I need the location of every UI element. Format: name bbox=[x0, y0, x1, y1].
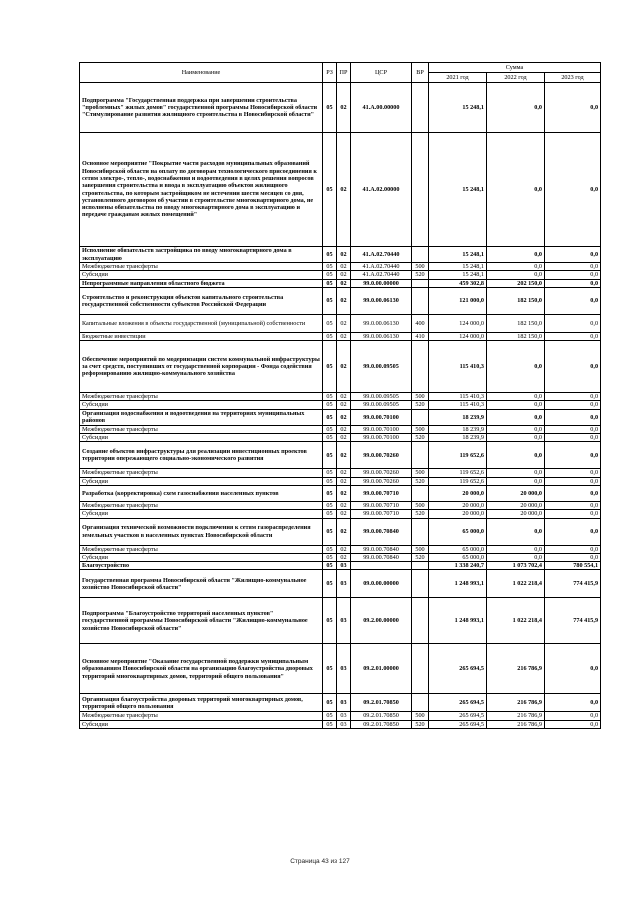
row-sum-2021: 65 000,0 bbox=[429, 518, 487, 545]
row-vr bbox=[412, 279, 429, 287]
row-name: Основное мероприятие "Покрытие части расходов муниципальных образований Новосибирской области на оплату по договорам технологического присоединения к сетям электро-, тепло-, водоснабжения и водоотведения в целях решения вопросов завершения строительства и ввода в эксплуатацию объектов жилищного строительства, по которым застройщиком не истечении шести месяцев со дня, установленного договором об участии в строительстве многоквартирного дома, не исполнены обязательства по вводу многоквартирного дома в эксплуатацию и передаче гражданам жилых помещений" bbox=[80, 133, 323, 247]
table-row bbox=[80, 644, 601, 694]
table-row bbox=[80, 263, 601, 271]
row-csr: 99.0.00.70840 bbox=[351, 553, 412, 561]
row-sum-2021: 119 652,6 bbox=[429, 477, 487, 485]
row-sum-2021: 115 410,3 bbox=[429, 401, 487, 409]
row-sum-2023: 0,0 bbox=[545, 314, 601, 332]
table-row bbox=[80, 694, 601, 712]
row-sum-2023: 0,0 bbox=[545, 442, 601, 469]
col-header-rz: РЗ bbox=[323, 63, 337, 83]
row-sum-2023: 0,0 bbox=[545, 247, 601, 263]
row-pr: 03 bbox=[337, 598, 351, 644]
table-row bbox=[80, 332, 601, 340]
row-sum-2023: 0,0 bbox=[545, 510, 601, 518]
page-number: Страница 43 из 127 bbox=[290, 858, 350, 865]
row-pr: 02 bbox=[337, 442, 351, 469]
row-rz: 05 bbox=[323, 570, 337, 598]
row-vr bbox=[412, 562, 429, 570]
row-sum-2023: 0,0 bbox=[545, 83, 601, 133]
row-csr: 99.0.00.06130 bbox=[351, 287, 412, 314]
row-sum-2022: 1 073 702,4 bbox=[487, 562, 545, 570]
row-sum-2021: 115 410,3 bbox=[429, 341, 487, 393]
row-name: Межбюджетные трансферты bbox=[80, 393, 323, 401]
row-csr: 09.2.01.70850 bbox=[351, 694, 412, 712]
row-pr: 03 bbox=[337, 562, 351, 570]
row-csr: 99.0.00.70710 bbox=[351, 510, 412, 518]
row-sum-2022: 0,0 bbox=[487, 83, 545, 133]
row-csr: 99.0.00.09505 bbox=[351, 401, 412, 409]
row-pr: 02 bbox=[337, 510, 351, 518]
row-vr: 500 bbox=[412, 263, 429, 271]
row-name: Обеспечение мероприятий по модернизации систем коммунальной инфраструктуры за счет средств, поступивших от государственной корпорации - Фонда содействия реформированию жилищно-коммунального хозяйства bbox=[80, 341, 323, 393]
row-vr: 400 bbox=[412, 314, 429, 332]
row-csr: 99.0.00.70710 bbox=[351, 501, 412, 509]
row-name: Межбюджетные трансферты bbox=[80, 263, 323, 271]
row-pr: 02 bbox=[337, 553, 351, 561]
row-sum-2022: 0,0 bbox=[487, 425, 545, 433]
row-name: Субсидии bbox=[80, 271, 323, 279]
row-vr: 520 bbox=[412, 434, 429, 442]
row-sum-2023: 0,0 bbox=[545, 477, 601, 485]
row-rz: 05 bbox=[323, 332, 337, 340]
table-row bbox=[80, 570, 601, 598]
row-sum-2022: 1 022 218,4 bbox=[487, 570, 545, 598]
row-sum-2023: 0,0 bbox=[545, 271, 601, 279]
row-sum-2021: 65 000,0 bbox=[429, 545, 487, 553]
row-csr: 99.0.00.70710 bbox=[351, 485, 412, 501]
row-name: Организация благоустройства дворовых территорий многоквартирных домов, территорий общего пользования bbox=[80, 694, 323, 712]
table-row bbox=[80, 425, 601, 433]
col-header-name: Наименование bbox=[80, 63, 323, 83]
row-sum-2022: 0,0 bbox=[487, 133, 545, 247]
row-sum-2022: 0,0 bbox=[487, 518, 545, 545]
table-row bbox=[80, 562, 601, 570]
row-csr: 99.0.00.70260 bbox=[351, 477, 412, 485]
table-row bbox=[80, 510, 601, 518]
row-rz: 05 bbox=[323, 442, 337, 469]
row-sum-2021: 18 239,9 bbox=[429, 425, 487, 433]
row-csr: 99.0.00.70100 bbox=[351, 425, 412, 433]
row-name: Субсидии bbox=[80, 434, 323, 442]
row-pr: 02 bbox=[337, 314, 351, 332]
row-name: Межбюджетные трансферты bbox=[80, 545, 323, 553]
row-sum-2022: 182 150,0 bbox=[487, 332, 545, 340]
row-pr: 02 bbox=[337, 477, 351, 485]
row-csr: 99.0.00.00000 bbox=[351, 279, 412, 287]
row-pr: 02 bbox=[337, 271, 351, 279]
row-rz: 05 bbox=[323, 393, 337, 401]
row-pr: 02 bbox=[337, 263, 351, 271]
row-name: Разработка (корректировка) схем газоснабжения населенных пунктов bbox=[80, 485, 323, 501]
row-sum-2021: 121 000,0 bbox=[429, 287, 487, 314]
row-sum-2021: 20 000,0 bbox=[429, 485, 487, 501]
row-rz: 05 bbox=[323, 83, 337, 133]
row-sum-2022: 0,0 bbox=[487, 469, 545, 477]
row-name: Капитальные вложения в объекты государственной (муниципальной) собственности bbox=[80, 314, 323, 332]
row-vr bbox=[412, 287, 429, 314]
row-rz: 05 bbox=[323, 133, 337, 247]
row-sum-2021: 20 000,0 bbox=[429, 501, 487, 509]
table-body bbox=[80, 83, 601, 729]
row-sum-2022: 182 150,0 bbox=[487, 314, 545, 332]
row-pr: 02 bbox=[337, 341, 351, 393]
row-csr: 99.0.00.70100 bbox=[351, 434, 412, 442]
row-rz: 05 bbox=[323, 694, 337, 712]
row-pr: 02 bbox=[337, 83, 351, 133]
row-sum-2023: 0,0 bbox=[545, 393, 601, 401]
row-name: Межбюджетные трансферты bbox=[80, 501, 323, 509]
row-sum-2021: 18 239,9 bbox=[429, 434, 487, 442]
row-vr: 500 bbox=[412, 425, 429, 433]
row-pr: 02 bbox=[337, 332, 351, 340]
row-name: Основное мероприятие "Оказание государственной поддержки муниципальным образованиям Новосибирской области на организацию благоустройства дворовых территорий многоквартирных домов, территорий общего пользования" bbox=[80, 644, 323, 694]
row-sum-2022: 0,0 bbox=[487, 545, 545, 553]
row-csr: 99.0.00.70260 bbox=[351, 442, 412, 469]
row-vr bbox=[412, 247, 429, 263]
row-sum-2021: 15 248,1 bbox=[429, 271, 487, 279]
row-sum-2023: 0,0 bbox=[545, 545, 601, 553]
row-sum-2021: 459 302,8 bbox=[429, 279, 487, 287]
table-row bbox=[80, 409, 601, 425]
row-sum-2021: 15 248,1 bbox=[429, 263, 487, 271]
row-pr: 03 bbox=[337, 644, 351, 694]
row-name: Подпрограмма "Государственная поддержка при завершении строительства "проблемных" жилых домов" государственной программы Новосибирской области "Стимулирование развития жилищного строительства в Новосибирской области" bbox=[80, 83, 323, 133]
row-vr: 500 bbox=[412, 712, 429, 720]
col-header-pr: ПР bbox=[337, 63, 351, 83]
row-name: Субсидии bbox=[80, 401, 323, 409]
table-row bbox=[80, 133, 601, 247]
row-vr bbox=[412, 570, 429, 598]
table-row bbox=[80, 720, 601, 728]
row-sum-2022: 0,0 bbox=[487, 393, 545, 401]
row-sum-2022: 0,0 bbox=[487, 409, 545, 425]
table-row bbox=[80, 477, 601, 485]
table-row bbox=[80, 314, 601, 332]
row-sum-2022: 0,0 bbox=[487, 553, 545, 561]
row-sum-2023: 0,0 bbox=[545, 332, 601, 340]
row-csr: 09.2.01.70850 bbox=[351, 712, 412, 720]
row-rz: 05 bbox=[323, 341, 337, 393]
row-csr: 99.0.00.09505 bbox=[351, 393, 412, 401]
row-name: Непрограммные направления областного бюджета bbox=[80, 279, 323, 287]
col-header-2022: 2022 год bbox=[487, 73, 545, 83]
row-pr: 02 bbox=[337, 133, 351, 247]
row-sum-2023: 0,0 bbox=[545, 694, 601, 712]
row-name: Субсидии bbox=[80, 510, 323, 518]
table-row bbox=[80, 485, 601, 501]
row-sum-2021: 124 000,0 bbox=[429, 332, 487, 340]
row-sum-2023: 0,0 bbox=[545, 712, 601, 720]
row-sum-2023: 0,0 bbox=[545, 434, 601, 442]
row-rz: 05 bbox=[323, 425, 337, 433]
row-sum-2023: 0,0 bbox=[545, 341, 601, 393]
row-name: Подпрограмма "Благоустройство территорий населенных пунктов" государственной программы Новосибирской области "Жилищно-коммунальное хозяйство Новосибирской области" bbox=[80, 598, 323, 644]
row-sum-2021: 265 694,5 bbox=[429, 720, 487, 728]
row-rz: 05 bbox=[323, 279, 337, 287]
budget-table bbox=[79, 62, 601, 729]
row-vr bbox=[412, 83, 429, 133]
table-row bbox=[80, 247, 601, 263]
row-rz: 05 bbox=[323, 598, 337, 644]
row-pr: 02 bbox=[337, 409, 351, 425]
row-csr: 99.0.00.70840 bbox=[351, 518, 412, 545]
row-rz: 05 bbox=[323, 469, 337, 477]
table-row bbox=[80, 469, 601, 477]
row-pr: 03 bbox=[337, 712, 351, 720]
row-sum-2022: 20 000,0 bbox=[487, 485, 545, 501]
row-name: Межбюджетные трансферты bbox=[80, 469, 323, 477]
row-name: Субсидии bbox=[80, 477, 323, 485]
row-sum-2022: 20 000,0 bbox=[487, 510, 545, 518]
row-csr: 09.2.00.00000 bbox=[351, 598, 412, 644]
table-row bbox=[80, 434, 601, 442]
row-rz: 05 bbox=[323, 477, 337, 485]
row-csr: 99.0.00.06130 bbox=[351, 332, 412, 340]
row-rz: 05 bbox=[323, 545, 337, 553]
row-sum-2022: 0,0 bbox=[487, 271, 545, 279]
row-pr: 03 bbox=[337, 720, 351, 728]
row-rz: 05 bbox=[323, 720, 337, 728]
row-sum-2023: 0,0 bbox=[545, 553, 601, 561]
row-sum-2023: 0,0 bbox=[545, 518, 601, 545]
table-row bbox=[80, 279, 601, 287]
row-rz: 05 bbox=[323, 510, 337, 518]
row-sum-2021: 20 000,0 bbox=[429, 510, 487, 518]
col-header-2021: 2021 год bbox=[429, 73, 487, 83]
table-row bbox=[80, 598, 601, 644]
row-csr bbox=[351, 562, 412, 570]
row-vr bbox=[412, 694, 429, 712]
row-rz: 05 bbox=[323, 644, 337, 694]
row-name: Исполнение обязательств застройщика по вводу многоквартирного дома в эксплуатацию bbox=[80, 247, 323, 263]
row-sum-2021: 1 248 993,1 bbox=[429, 570, 487, 598]
row-rz: 05 bbox=[323, 553, 337, 561]
col-header-csr: ЦСР bbox=[351, 63, 412, 83]
row-sum-2022: 216 786,9 bbox=[487, 712, 545, 720]
row-rz: 05 bbox=[323, 518, 337, 545]
row-vr bbox=[412, 409, 429, 425]
row-pr: 02 bbox=[337, 501, 351, 509]
row-sum-2022: 216 786,9 bbox=[487, 644, 545, 694]
row-sum-2023: 0,0 bbox=[545, 720, 601, 728]
col-header-sum: Сумма bbox=[429, 63, 601, 73]
row-csr: 41.А.02.70440 bbox=[351, 263, 412, 271]
row-csr: 99.0.00.06130 bbox=[351, 314, 412, 332]
col-header-vr: ВР bbox=[412, 63, 429, 83]
row-vr: 520 bbox=[412, 553, 429, 561]
row-sum-2021: 1 338 240,7 bbox=[429, 562, 487, 570]
row-rz: 05 bbox=[323, 263, 337, 271]
row-rz: 05 bbox=[323, 271, 337, 279]
row-vr bbox=[412, 644, 429, 694]
col-header-2023: 2023 год bbox=[545, 73, 601, 83]
row-pr: 02 bbox=[337, 247, 351, 263]
row-sum-2021: 15 248,1 bbox=[429, 83, 487, 133]
row-sum-2023: 780 554,1 bbox=[545, 562, 601, 570]
row-sum-2021: 15 248,1 bbox=[429, 133, 487, 247]
row-sum-2023: 0,0 bbox=[545, 401, 601, 409]
row-name: Организация технической возможности подключения к сетям газораспределения земельных участков в населенных пунктах Новосибирской области bbox=[80, 518, 323, 545]
row-vr: 500 bbox=[412, 469, 429, 477]
row-sum-2023: 0,0 bbox=[545, 485, 601, 501]
row-sum-2023: 0,0 bbox=[545, 644, 601, 694]
row-vr: 500 bbox=[412, 545, 429, 553]
header-row-top bbox=[80, 63, 601, 73]
row-pr: 02 bbox=[337, 469, 351, 477]
row-sum-2023: 0,0 bbox=[545, 287, 601, 314]
row-name: Межбюджетные трансферты bbox=[80, 712, 323, 720]
row-vr: 410 bbox=[412, 332, 429, 340]
table-row bbox=[80, 501, 601, 509]
row-pr: 02 bbox=[337, 485, 351, 501]
row-vr bbox=[412, 442, 429, 469]
row-sum-2022: 0,0 bbox=[487, 434, 545, 442]
row-sum-2021: 119 652,6 bbox=[429, 442, 487, 469]
row-sum-2021: 265 694,5 bbox=[429, 694, 487, 712]
row-pr: 02 bbox=[337, 425, 351, 433]
row-rz: 05 bbox=[323, 434, 337, 442]
row-sum-2022: 0,0 bbox=[487, 341, 545, 393]
row-rz: 05 bbox=[323, 409, 337, 425]
row-csr: 09.0.00.00000 bbox=[351, 570, 412, 598]
row-sum-2023: 774 415,9 bbox=[545, 598, 601, 644]
row-sum-2022: 1 022 218,4 bbox=[487, 598, 545, 644]
row-name: Межбюджетные трансферты bbox=[80, 425, 323, 433]
row-vr: 520 bbox=[412, 510, 429, 518]
row-name: Субсидии bbox=[80, 553, 323, 561]
row-vr: 520 bbox=[412, 477, 429, 485]
row-vr: 500 bbox=[412, 393, 429, 401]
row-pr: 03 bbox=[337, 694, 351, 712]
row-csr: 41.А.02.70440 bbox=[351, 247, 412, 263]
row-name: Государственная программа Новосибирской области "Жилищно-коммунальное хозяйство Новосибирской области" bbox=[80, 570, 323, 598]
row-rz: 05 bbox=[323, 401, 337, 409]
row-vr bbox=[412, 485, 429, 501]
row-vr bbox=[412, 518, 429, 545]
row-rz: 05 bbox=[323, 314, 337, 332]
table-row bbox=[80, 442, 601, 469]
row-vr: 520 bbox=[412, 720, 429, 728]
row-csr: 99.0.00.09505 bbox=[351, 341, 412, 393]
row-sum-2021: 265 694,5 bbox=[429, 644, 487, 694]
row-sum-2022: 20 000,0 bbox=[487, 501, 545, 509]
row-sum-2021: 119 652,6 bbox=[429, 469, 487, 477]
table-row bbox=[80, 271, 601, 279]
row-sum-2022: 216 786,9 bbox=[487, 720, 545, 728]
table-row bbox=[80, 545, 601, 553]
row-name: Бюджетные инвестиции bbox=[80, 332, 323, 340]
row-rz: 05 bbox=[323, 562, 337, 570]
row-sum-2022: 0,0 bbox=[487, 263, 545, 271]
row-sum-2021: 265 694,5 bbox=[429, 712, 487, 720]
row-name: Организация водоснабжения и водоотведения на территориях муниципальных районов bbox=[80, 409, 323, 425]
row-csr: 09.2.01.70850 bbox=[351, 720, 412, 728]
table-row bbox=[80, 83, 601, 133]
row-sum-2022: 202 150,0 bbox=[487, 279, 545, 287]
row-vr bbox=[412, 598, 429, 644]
row-csr: 99.0.00.70840 bbox=[351, 545, 412, 553]
row-pr: 02 bbox=[337, 287, 351, 314]
row-sum-2021: 15 248,1 bbox=[429, 247, 487, 263]
row-csr: 99.0.00.70260 bbox=[351, 469, 412, 477]
table-row bbox=[80, 712, 601, 720]
row-sum-2023: 0,0 bbox=[545, 425, 601, 433]
table-row bbox=[80, 341, 601, 393]
row-vr bbox=[412, 341, 429, 393]
row-sum-2023: 0,0 bbox=[545, 133, 601, 247]
row-pr: 02 bbox=[337, 545, 351, 553]
row-pr: 03 bbox=[337, 570, 351, 598]
row-sum-2022: 0,0 bbox=[487, 247, 545, 263]
row-sum-2023: 0,0 bbox=[545, 501, 601, 509]
row-pr: 02 bbox=[337, 393, 351, 401]
row-sum-2022: 0,0 bbox=[487, 401, 545, 409]
row-sum-2021: 65 000,0 bbox=[429, 553, 487, 561]
row-rz: 05 bbox=[323, 712, 337, 720]
row-vr bbox=[412, 133, 429, 247]
row-sum-2021: 124 000,0 bbox=[429, 314, 487, 332]
row-pr: 02 bbox=[337, 434, 351, 442]
row-name: Субсидии bbox=[80, 720, 323, 728]
table-row bbox=[80, 287, 601, 314]
row-sum-2022: 0,0 bbox=[487, 477, 545, 485]
row-sum-2023: 0,0 bbox=[545, 409, 601, 425]
table-row bbox=[80, 553, 601, 561]
row-sum-2022: 182 150,0 bbox=[487, 287, 545, 314]
row-rz: 05 bbox=[323, 247, 337, 263]
row-sum-2021: 1 248 993,1 bbox=[429, 598, 487, 644]
table-row bbox=[80, 393, 601, 401]
row-sum-2021: 18 239,9 bbox=[429, 409, 487, 425]
row-pr: 02 bbox=[337, 518, 351, 545]
row-vr: 500 bbox=[412, 501, 429, 509]
row-rz: 05 bbox=[323, 485, 337, 501]
row-sum-2023: 0,0 bbox=[545, 469, 601, 477]
row-sum-2021: 115 410,3 bbox=[429, 393, 487, 401]
row-csr: 09.2.01.00000 bbox=[351, 644, 412, 694]
row-rz: 05 bbox=[323, 287, 337, 314]
row-name: Строительство и реконструкция объектов капитального строительства государственной собственности субъектов Российской Федерации bbox=[80, 287, 323, 314]
row-pr: 02 bbox=[337, 279, 351, 287]
table-row bbox=[80, 401, 601, 409]
row-rz: 05 bbox=[323, 501, 337, 509]
table-row bbox=[80, 518, 601, 545]
row-csr: 41.А.02.70440 bbox=[351, 271, 412, 279]
row-csr: 41.А.02.00000 bbox=[351, 133, 412, 247]
row-sum-2023: 0,0 bbox=[545, 263, 601, 271]
row-sum-2022: 0,0 bbox=[487, 442, 545, 469]
row-pr: 02 bbox=[337, 401, 351, 409]
row-sum-2023: 774 415,9 bbox=[545, 570, 601, 598]
row-csr: 41.А.00.00000 bbox=[351, 83, 412, 133]
row-sum-2023: 0,0 bbox=[545, 279, 601, 287]
row-csr: 99.0.00.70100 bbox=[351, 409, 412, 425]
row-vr: 520 bbox=[412, 401, 429, 409]
row-sum-2022: 216 786,9 bbox=[487, 694, 545, 712]
row-vr: 520 bbox=[412, 271, 429, 279]
row-name: Создание объектов инфраструктуры для реализации инвестиционных проектов территории опережающего социально-экономического развития bbox=[80, 442, 323, 469]
row-name: Благоустройство bbox=[80, 562, 323, 570]
